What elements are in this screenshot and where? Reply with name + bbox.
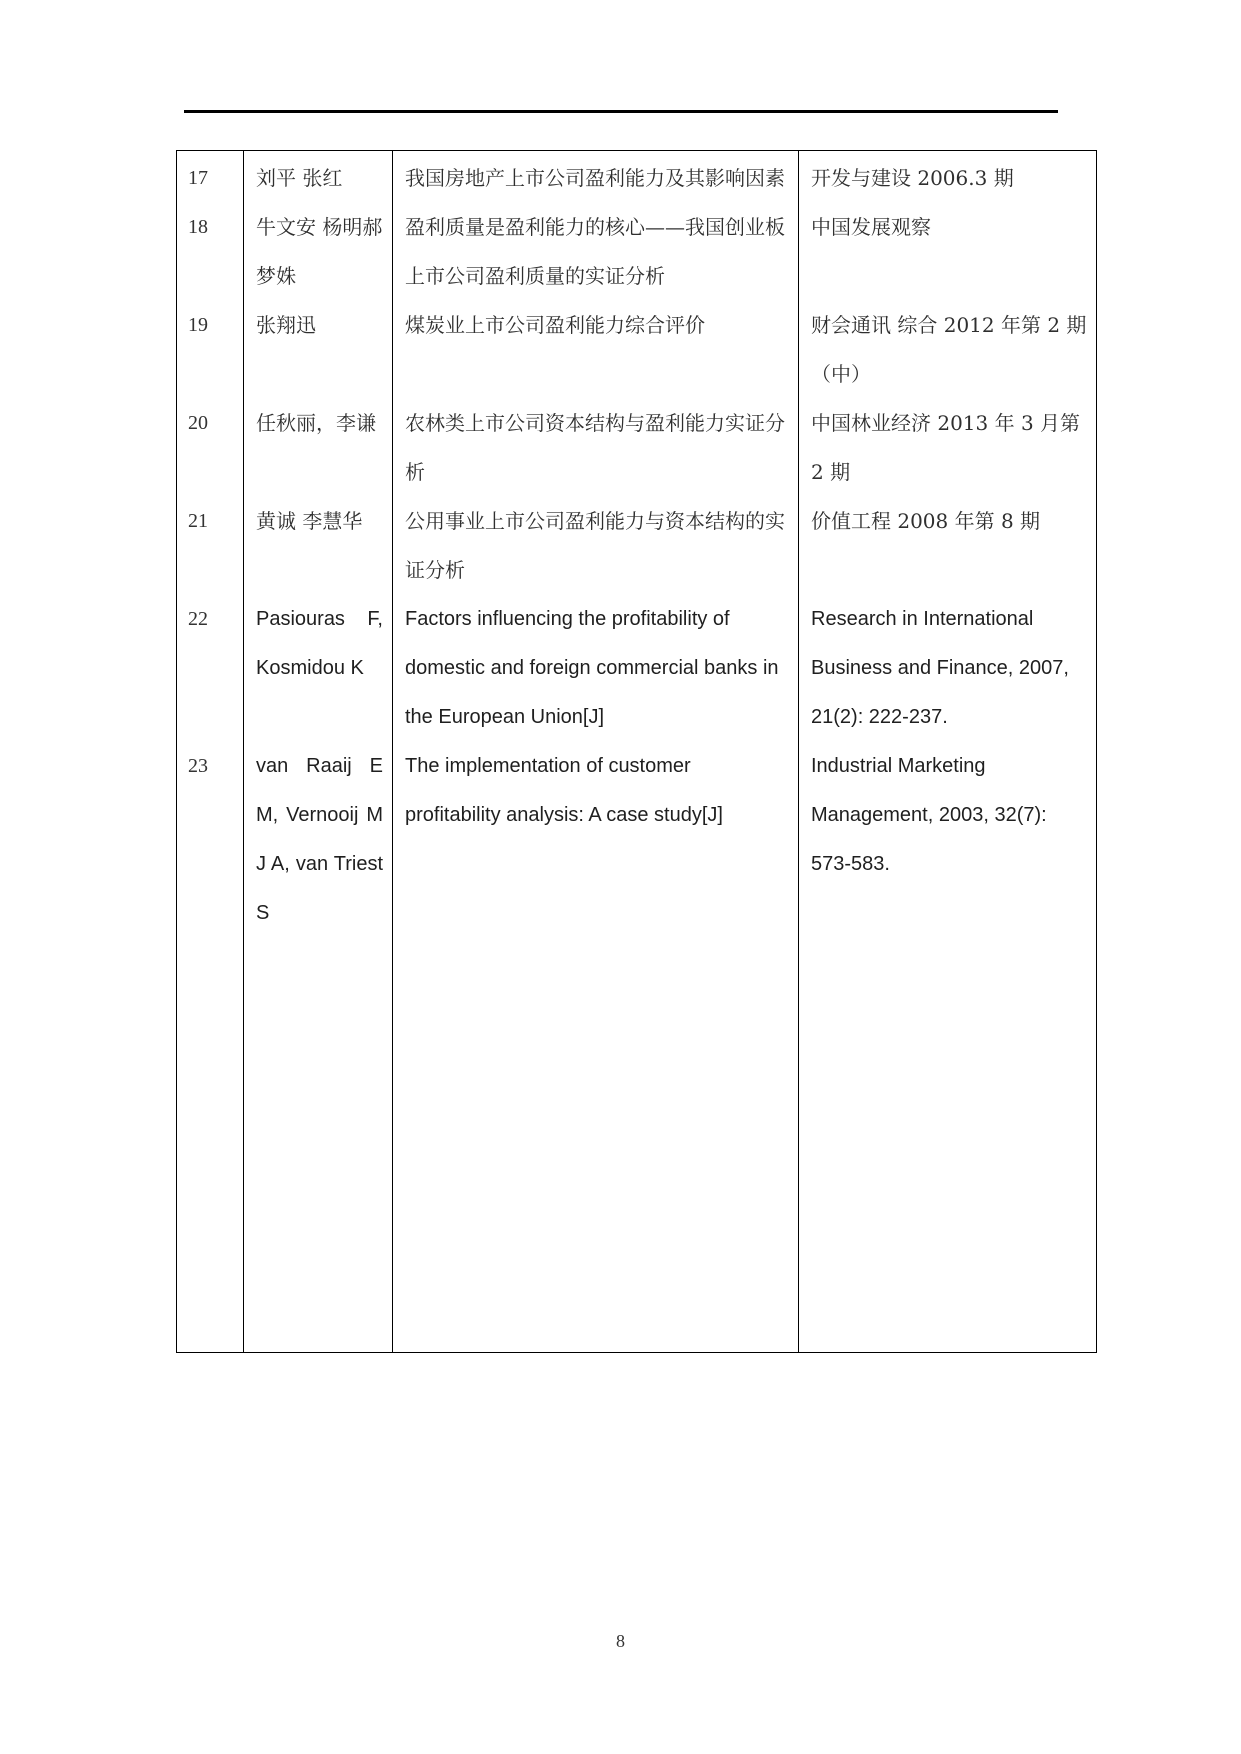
ref-title: 农林类上市公司资本结构与盈利能力实证分析: [405, 411, 785, 484]
table-row: [177, 154, 1096, 203]
table-row: [177, 203, 1096, 301]
ref-title: 盈利质量是盈利能力的核心——我国创业板上市公司盈利质量的实证分析: [405, 215, 785, 288]
table-row: [177, 742, 1096, 938]
page-number: 8: [616, 1631, 625, 1651]
ref-authors: Pasiouras F, Kosmidou K: [256, 608, 383, 679]
ref-number: 23: [188, 755, 208, 777]
ref-title: The implementation of customer profitability analysis: A case study[J]: [405, 755, 723, 826]
table-row: [177, 595, 1096, 742]
ref-title: 煤炭业上市公司盈利能力综合评价: [405, 313, 705, 337]
ref-number: 21: [188, 510, 208, 532]
ref-source: 财会通讯 综合 2012 年第 2 期（中）: [811, 313, 1087, 386]
ref-authors: 张翔迅: [256, 313, 316, 337]
reference-table: [176, 150, 1097, 1353]
ref-number: 19: [188, 314, 208, 336]
ref-number: 17: [188, 167, 208, 189]
header-rule: [184, 110, 1058, 113]
ref-authors: 任秋丽，李谦: [256, 411, 376, 435]
ref-authors: van Raaij E M, Vernooij M J A, van Triest S: [256, 755, 383, 924]
ref-number: 22: [188, 608, 208, 630]
ref-source: Industrial Marketing Management, 2003, 32(7): 573-583.: [811, 755, 1047, 875]
ref-source: Research in International Business and Finance, 2007, 21(2): 222-237.: [811, 608, 1069, 728]
ref-source: 中国发展观察: [811, 215, 931, 239]
ref-source: 价值工程 2008 年第 8 期: [811, 509, 1041, 533]
table-row: [177, 399, 1096, 497]
table-row: [177, 301, 1096, 399]
ref-number: 20: [188, 412, 208, 434]
ref-title: 我国房地产上市公司盈利能力及其影响因素: [405, 166, 785, 190]
ref-title: Factors influencing the profitability of domestic and foreign commercial banks in the European Union[J]: [405, 608, 779, 728]
reference-rows: [177, 154, 1096, 938]
ref-source: 中国林业经济 2013 年 3 月第 2 期: [811, 411, 1081, 484]
ref-number: 18: [188, 216, 208, 238]
ref-title: 公用事业上市公司盈利能力与资本结构的实证分析: [405, 509, 785, 582]
ref-authors: 黄诚 李慧华: [256, 509, 363, 533]
ref-authors: 刘平 张红: [256, 166, 343, 190]
table-row: [177, 497, 1096, 595]
ref-source: 开发与建设 2006.3 期: [811, 166, 1014, 190]
ref-authors: 牛文安 杨明郝梦姝: [256, 215, 383, 288]
